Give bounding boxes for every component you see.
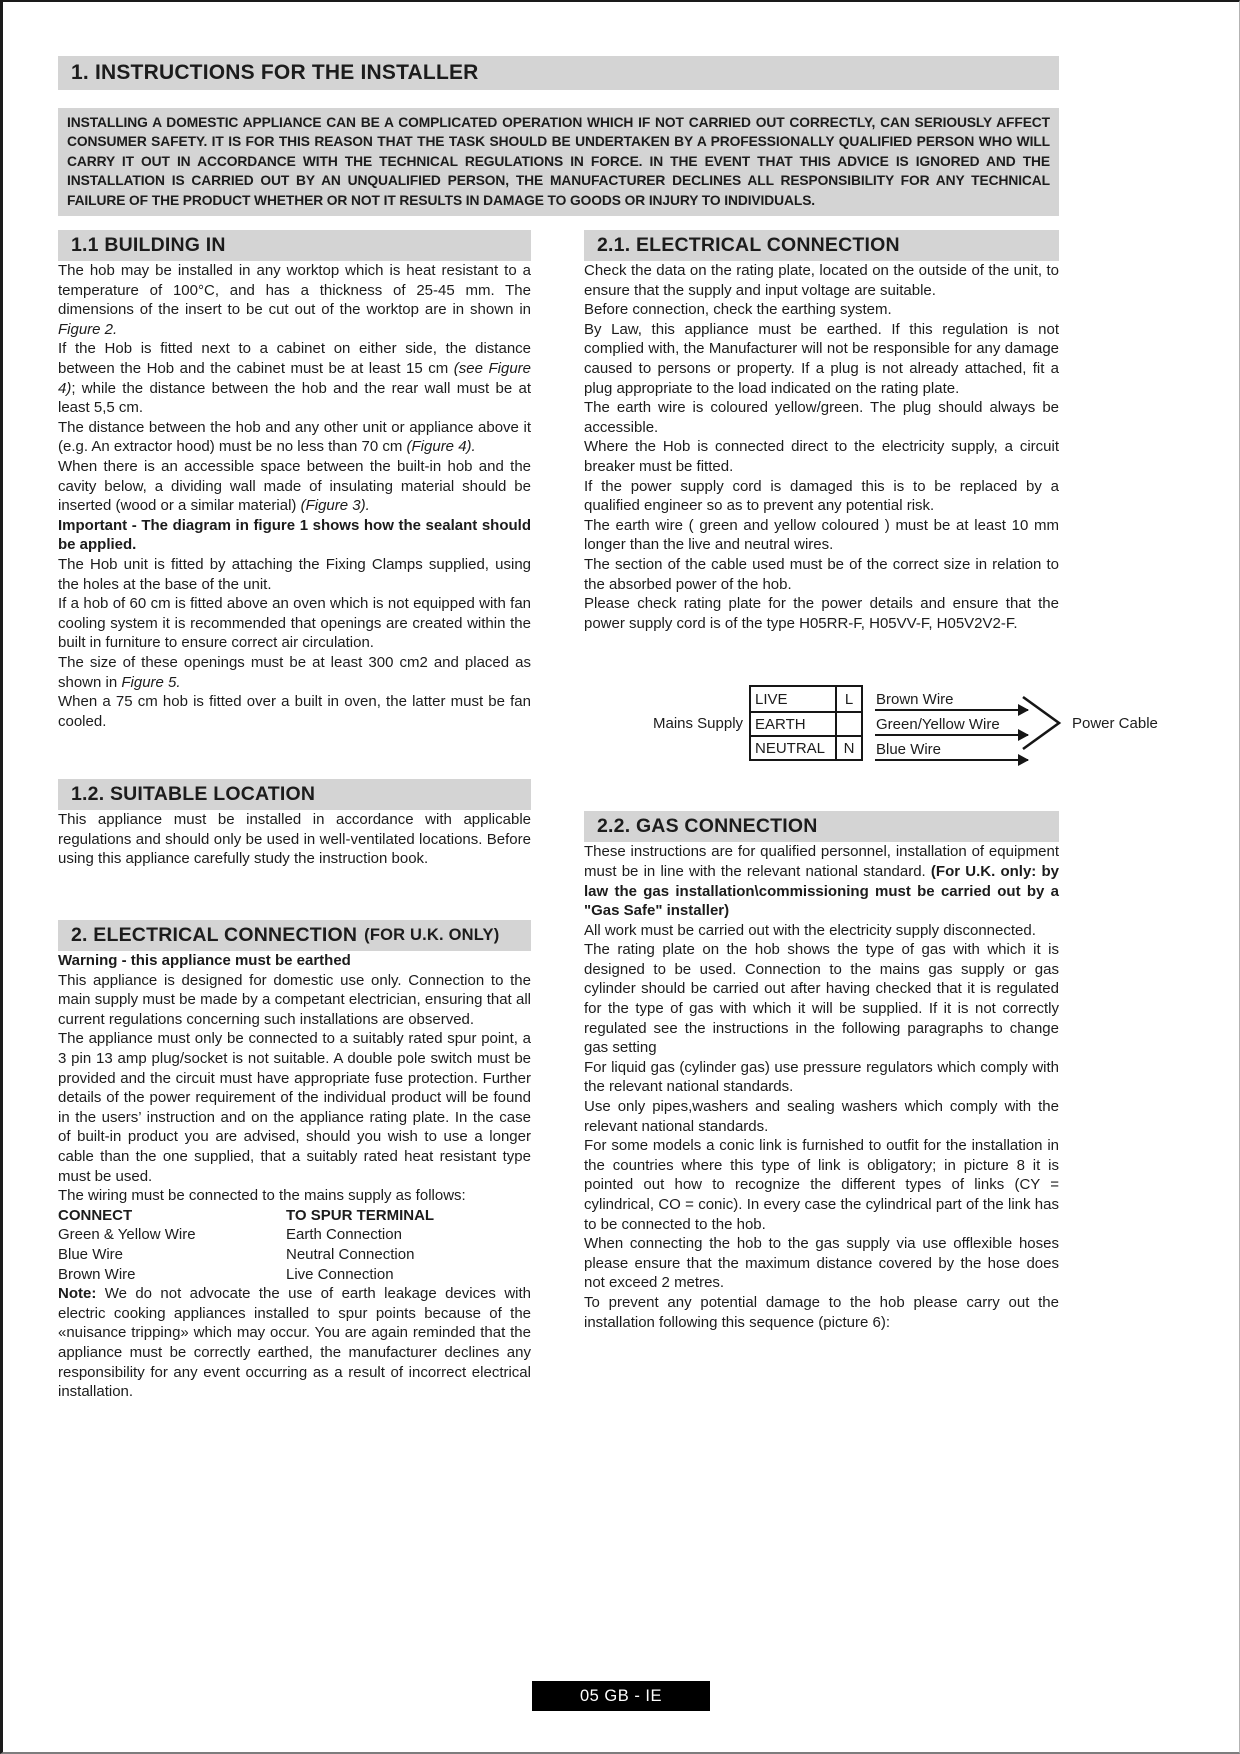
mains-terminal-table bbox=[749, 685, 863, 761]
paragraph bbox=[58, 261, 531, 339]
section-heading-suffix: (FOR U.K. ONLY) bbox=[364, 926, 500, 945]
note-paragraph bbox=[58, 1284, 531, 1402]
figure-reference: Figure 2. bbox=[58, 320, 118, 338]
section-building-in-heading bbox=[58, 230, 531, 261]
paragraph: If the power supply cord is damaged this is to be replaced by a qualified engineer so as to prevent any potential risk. bbox=[584, 477, 1059, 515]
terminal-row bbox=[751, 711, 861, 735]
section-heading-text: 1.1 BUILDING IN bbox=[71, 234, 226, 257]
section-heading-text: 2.1. ELECTRICAL CONNECTION bbox=[597, 234, 900, 257]
section-electrical-uk-heading bbox=[58, 920, 531, 951]
wiring-cell: Live Connection bbox=[286, 1265, 394, 1283]
mains-supply-label: Mains Supply bbox=[653, 714, 744, 732]
text-run: ; while the distance between the hob and the rear wall must be at least 5,5 cm. bbox=[58, 379, 531, 417]
terminal-code: L bbox=[835, 687, 861, 711]
paragraph bbox=[584, 842, 1059, 920]
paragraph bbox=[58, 653, 531, 692]
page-number: 05 GB - IE bbox=[579, 1686, 663, 1705]
section-heading-text: 1.2. SUITABLE LOCATION bbox=[71, 783, 316, 806]
section-gas-connection-heading bbox=[584, 811, 1059, 842]
earthing-warning: Warning - this appliance must be earthed bbox=[58, 952, 351, 970]
wire-blue bbox=[875, 736, 1028, 761]
installer-warning-box: INSTALLING A DOMESTIC APPLIANCE CAN BE A COMPLICATED OPERATION WHICH IF NOT CARRIED OUT CORRECTLY, CAN SERIOUSLY AFFECT CONSUMER SAFETY. IT IS FOR THIS REASON THAT THE TASK SHOULD BE UNDERTAKEN BY A PROFESSIONALLY QUALIFIED PERSON WHO WILL CARRY IT OUT IN ACCORDANCE WITH THE TECHNICAL REGULATIONS IN FORCE. IN THE EVENT THAT THIS ADVICE IS IGNORED AND THE INSTALLATION IS CARRIED OUT BY AN UNQUALIFIED PERSON, THE MANUFACTURER DECLINES ALL RESPONSIBILITY FOR ANY TECHNICAL FAILURE OF THE PRODUCT WHETHER OR NOT IT RESULTS IN DAMAGE TO GOODS OR INJURY TO INDIVIDUALS. bbox=[58, 108, 1059, 216]
text-run: If the Hob is fitted next to a cabinet on either side, the distance between the Hob and the cabinet must be at least 15 cm bbox=[58, 340, 531, 377]
left-column bbox=[58, 230, 531, 1402]
wiring-col-header: TO SPUR TERMINAL bbox=[286, 1206, 435, 1224]
paragraph: This appliance must be installed in accordance with applicable regulations and should only be used in well-ventilated locations. Before using this appliance carefully study the instruction book. bbox=[58, 811, 531, 868]
wire-label: Green/Yellow Wire bbox=[876, 715, 1000, 733]
wiring-cell: Earth Connection bbox=[286, 1226, 402, 1244]
paragraph bbox=[58, 418, 531, 457]
wiring-cell: Brown Wire bbox=[58, 1265, 136, 1283]
paragraph: By Law, this appliance must be earthed. If this regulation is not complied with, the Manufacturer will not be responsible for any damage caused to persons or property. If a plug is not already attached, fit a plug appropriate to the load indicated on the rating plate. bbox=[584, 320, 1059, 397]
wire-arrows bbox=[875, 686, 1028, 761]
paragraph bbox=[58, 457, 531, 516]
paragraph: If a hob of 60 cm is fitted above an oven which is not equipped with fan cooling system it is recommended that openings are created within the built in furniture to ensure correct air circulation. bbox=[58, 595, 531, 652]
paragraph: Use only pipes,washers and sealing washers which comply with the relevant national standards. bbox=[584, 1098, 1059, 1135]
wiring-cell: Neutral Connection bbox=[286, 1245, 415, 1263]
page-content bbox=[3, 2, 1158, 1402]
terminal-code: N bbox=[835, 737, 861, 759]
terminal-name: NEUTRAL bbox=[755, 739, 826, 757]
terminal-code bbox=[835, 713, 861, 735]
paragraph: The section of the cable used must be of the correct size in relation to the absorbed power of the hob. bbox=[584, 555, 1059, 593]
paragraph: For some models a conic link is furnished to outfit for the installation in the countries where this type of link is obligatory; in picture 8 it is pointed out how to recognize the different types of links (CY = cylindrical, CO = conic). In every case the cylindrical part of the link has to be connected to the hob. bbox=[584, 1137, 1059, 1233]
paragraph: The earth wire is coloured yellow/green. The plug should always be accessible. bbox=[584, 399, 1059, 436]
note-label: Note: bbox=[58, 1285, 97, 1303]
section-heading-text: 2. ELECTRICAL CONNECTION bbox=[71, 924, 358, 947]
paragraph: Where the Hob is connected direct to the electricity supply, a circuit breaker must be fitted. bbox=[584, 438, 1059, 475]
figure-reference: (Figure 3). bbox=[300, 497, 370, 515]
wire-label: Brown Wire bbox=[876, 690, 954, 708]
paragraph bbox=[58, 339, 531, 417]
wiring-cell: Blue Wire bbox=[58, 1245, 124, 1263]
paragraph: All work must be carried out with the electricity supply disconnected. bbox=[584, 921, 1036, 939]
figure-reference: (see Figure 4) bbox=[58, 360, 531, 397]
text-run: The hob may be installed in any worktop which is heat resistant to a temperature of 100°C, and has a thickness of 25-45 mm. The dimensions of the insert to be cut out of the worktop are in shown in bbox=[58, 262, 531, 319]
terminal-name: LIVE bbox=[755, 690, 788, 708]
text-run: When there is an accessible space between the built-in hob and the cavity below, a dividing wall made of insulating material should be inserted (wood or a similar material) bbox=[58, 457, 531, 515]
paragraph: The Hob unit is fitted by attaching the Fixing Clamps supplied, using the holes at the base of the unit. bbox=[58, 555, 531, 593]
page-number-box bbox=[532, 1681, 710, 1711]
figure-reference: (Figure 4). bbox=[406, 438, 476, 456]
section-electrical-connection-heading bbox=[584, 230, 1059, 261]
section-heading-text: 2.2. GAS CONNECTION bbox=[597, 815, 818, 838]
two-column-layout bbox=[58, 230, 1158, 1402]
paragraph: Please check rating plate for the power details and ensure that the power supply cord is of the type H05RR-F, H05VV-F, H05V2V2-F. bbox=[584, 595, 1059, 632]
paragraph: When a 75 cm hob is fitted over a built in oven, the latter must be fan cooled. bbox=[58, 693, 531, 730]
uk-gas-safe-note: (For U.K. only: by law the gas installation\commissioning must be carried out by a "Gas Safe" installer) bbox=[584, 862, 1059, 920]
paragraph: When connecting the hob to the gas supply via use offlexible hoses please ensure that the maximum distance covered by the hose does not exceed 2 metres. bbox=[584, 1235, 1059, 1292]
important-note: Important - The diagram in figure 1 shows how the sealant should be applied. bbox=[58, 516, 531, 554]
terminal-row bbox=[751, 687, 861, 711]
figure-reference: Figure 5. bbox=[121, 673, 181, 691]
power-cable-diagram bbox=[653, 685, 1183, 761]
right-column bbox=[584, 230, 1158, 1402]
page-title: 1. INSTRUCTIONS FOR THE INSTALLER bbox=[71, 61, 479, 84]
text-run: We do not advocate the use of earth leakage devices with electric cooking appliances installed to spur points because of the «nuisance tripping» which may occur. You are again reminded that the appliance must be correctly earthed, the manufacturer declines any responsibility for any event occurring as a result of incorrect electrical installation. bbox=[58, 1285, 531, 1401]
terminal-name: EARTH bbox=[755, 715, 806, 733]
paragraph: Check the data on the rating plate, located on the outside of the unit, to ensure that the supply and input voltage are suitable. bbox=[584, 262, 1059, 299]
text-run: These instructions are for qualified personnel, installation of equipment must be in line with the relevant national standard. bbox=[584, 843, 1059, 880]
arrowhead-icon bbox=[1018, 754, 1029, 766]
paragraph: The wiring must be connected to the mains supply as follows: bbox=[58, 1187, 466, 1205]
terminal-row bbox=[751, 735, 861, 759]
section-suitable-location-heading bbox=[58, 779, 531, 810]
wiring-table bbox=[58, 1206, 531, 1284]
paragraph: To prevent any potential damage to the hob please carry out the installation following this sequence (picture 6): bbox=[584, 1293, 1059, 1331]
text-run: The size of these openings must be at least 300 cm2 and placed as shown in bbox=[58, 653, 531, 691]
paragraph: The rating plate on the hob shows the type of gas with which it is designed to be used. Connection to the mains gas supply or gas cylinder should be carried out after having checked that it is regulated for the type of gas with which it will be supplied. If it is not correctly regulated see the instructions in the following paragraphs to change gas setting bbox=[584, 941, 1059, 1057]
power-cable-label: Power Cable bbox=[1072, 714, 1158, 732]
paragraph: The appliance must only be connected to a suitably rated spur point, a 3 pin 13 amp plug/socket is not suitable. A double pole switch must be provided and the circuit must have appropriate fuse protection. Further details of the power requirement of the individual product will be found in the users’ instruction and on the appliance rating plate. In the case of built-in product you are advised, should you wish to use a longer cable than the one supplied, that a suitably rated heat resistant type must be used. bbox=[58, 1030, 531, 1185]
page-title-bar bbox=[58, 56, 1059, 90]
paragraph: The earth wire ( green and yellow coloured ) must be at least 10 mm longer than the live and neutral wires. bbox=[584, 516, 1059, 554]
wire-green-yellow bbox=[875, 711, 1028, 736]
paragraph: This appliance is designed for domestic use only. Connection to the main supply must be made by a competant electrician, ensuring that all current regulations concerning such installations are observed. bbox=[58, 971, 531, 1028]
wiring-col-header: CONNECT bbox=[58, 1206, 133, 1224]
paragraph: For liquid gas (cylinder gas) use pressure regulators which comply with the relevant national standards. bbox=[584, 1058, 1059, 1096]
wiring-cell: Green & Yellow Wire bbox=[58, 1226, 196, 1244]
wire-brown bbox=[875, 686, 1028, 711]
paragraph: Before connection, check the earthing system. bbox=[584, 301, 892, 319]
wire-label: Blue Wire bbox=[876, 740, 942, 758]
text-run: The distance between the hob and any other unit or appliance above it (e.g. An extractor hood) must be no less than 70 cm bbox=[58, 418, 531, 456]
